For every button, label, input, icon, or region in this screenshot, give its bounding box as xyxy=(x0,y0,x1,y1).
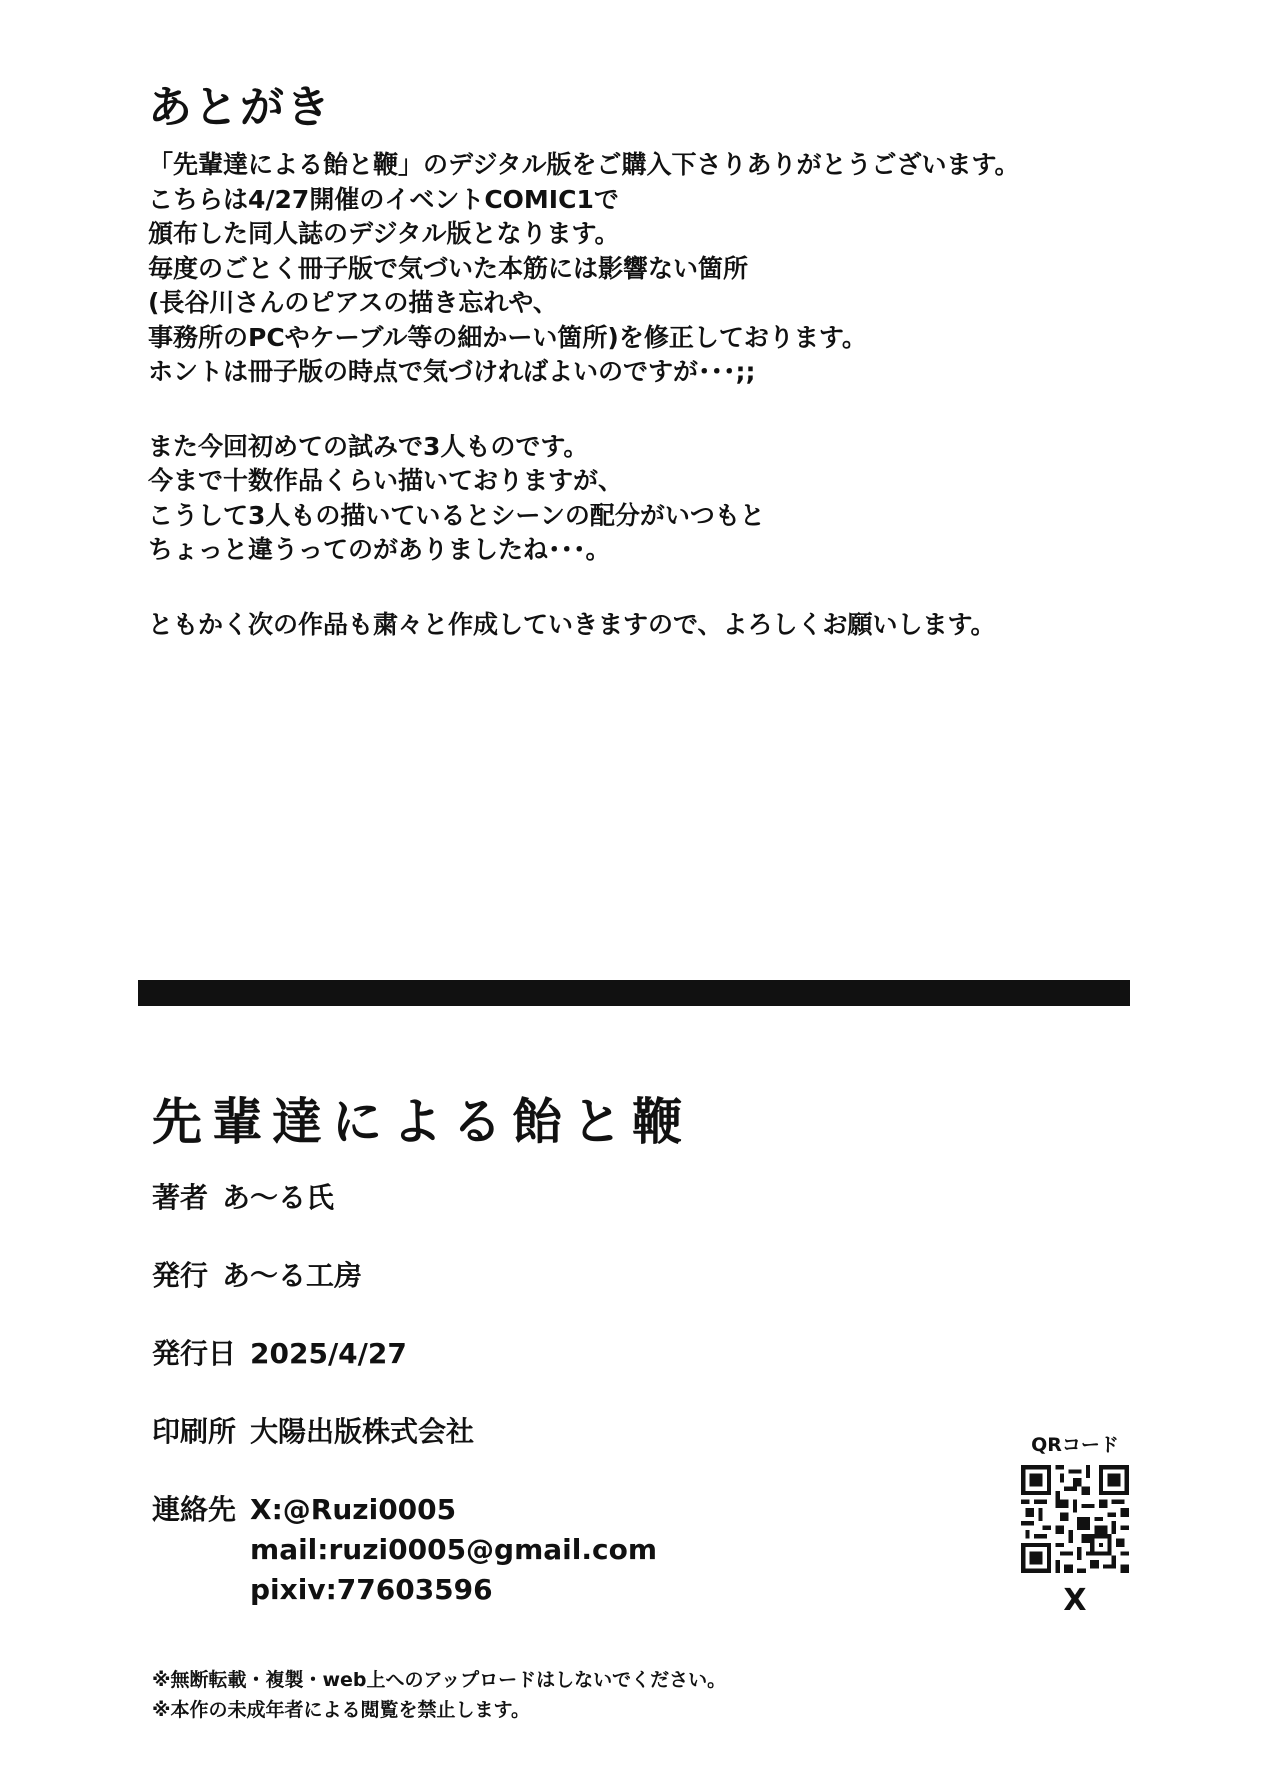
afterword-line: ホントは冊子版の時点で気づければよいのですが･･･;; xyxy=(148,357,756,387)
date-label: 発行日 xyxy=(152,1337,237,1370)
date-value: 2025/4/27 xyxy=(250,1337,407,1370)
colophon-printer-row xyxy=(152,1412,657,1452)
afterword-section xyxy=(148,84,1208,682)
contact-pixiv: pixiv:77603596 xyxy=(250,1573,493,1606)
colophon-contact-row xyxy=(152,1490,657,1610)
qr-caption: X xyxy=(1063,1583,1087,1618)
afterword-paragraph xyxy=(148,148,1208,390)
book-title: 先輩達による飴と鞭 xyxy=(152,1091,692,1151)
note-line: ※無断転載・複製・web上へのアップロードはしないでください。 xyxy=(152,1669,727,1691)
afterword-line: 「先輩達による飴と鞭」のデジタル版をご購入下さりありがとうございます。 xyxy=(148,150,1020,180)
afterword-line: こちらは4/27開催のイベントCOMIC1で xyxy=(148,184,619,214)
note-line: ※本作の未成年者による閲覧を禁止します。 xyxy=(152,1699,530,1721)
contact-label: 連絡先 xyxy=(152,1493,237,1526)
contact-x: X:@Ruzi0005 xyxy=(250,1493,457,1526)
printer-value: 大陽出版株式会社 xyxy=(250,1415,475,1448)
colophon-date-row xyxy=(152,1334,657,1374)
qr-code-icon xyxy=(1021,1465,1129,1573)
printer-label: 印刷所 xyxy=(152,1415,237,1448)
publisher-value: あ～る工房 xyxy=(222,1259,363,1292)
afterword-line: ちょっと違うってのがありましたね･･･。 xyxy=(148,535,611,565)
afterword-heading: あとがき xyxy=(148,82,332,133)
notes xyxy=(152,1665,726,1725)
colophon-author-row xyxy=(152,1178,657,1218)
publisher-label: 発行 xyxy=(152,1259,209,1292)
afterword-paragraph xyxy=(148,608,1208,643)
author-label: 著者 xyxy=(152,1181,209,1214)
afterword-line: 今まで十数作品くらい描いておりますが、 xyxy=(148,466,624,496)
afterword-line: こうして3人もの描いているとシーンの配分がいつもと xyxy=(148,500,765,530)
section-divider xyxy=(138,980,1130,1006)
qr-block xyxy=(1010,1430,1140,1618)
afterword-line: 毎度のごとく冊子版で気づいた本筋には影響ない箇所 xyxy=(148,253,749,283)
contact-mail: mail:ruzi0005@gmail.com xyxy=(250,1533,657,1566)
contact-values xyxy=(250,1490,657,1610)
qr-label: QRコード xyxy=(1031,1434,1119,1456)
afterword-line: 頒布した同人誌のデジタル版となります。 xyxy=(148,219,620,249)
author-value: あ～る氏 xyxy=(222,1181,335,1214)
afterword-paragraph xyxy=(148,430,1208,568)
afterword-line: (長谷川さんのピアスの描き忘れや、 xyxy=(148,288,558,318)
afterword-line: 事務所のPCやケーブル等の細かーい箇所)を修正しております。 xyxy=(148,322,867,352)
afterword-line: ともかく次の作品も粛々と作成していきますので、よろしくお願いします。 xyxy=(148,609,996,639)
colophon xyxy=(152,1178,657,1648)
afterword-line: また今回初めての試みで3人ものです。 xyxy=(148,431,589,461)
colophon-publisher-row xyxy=(152,1256,657,1296)
